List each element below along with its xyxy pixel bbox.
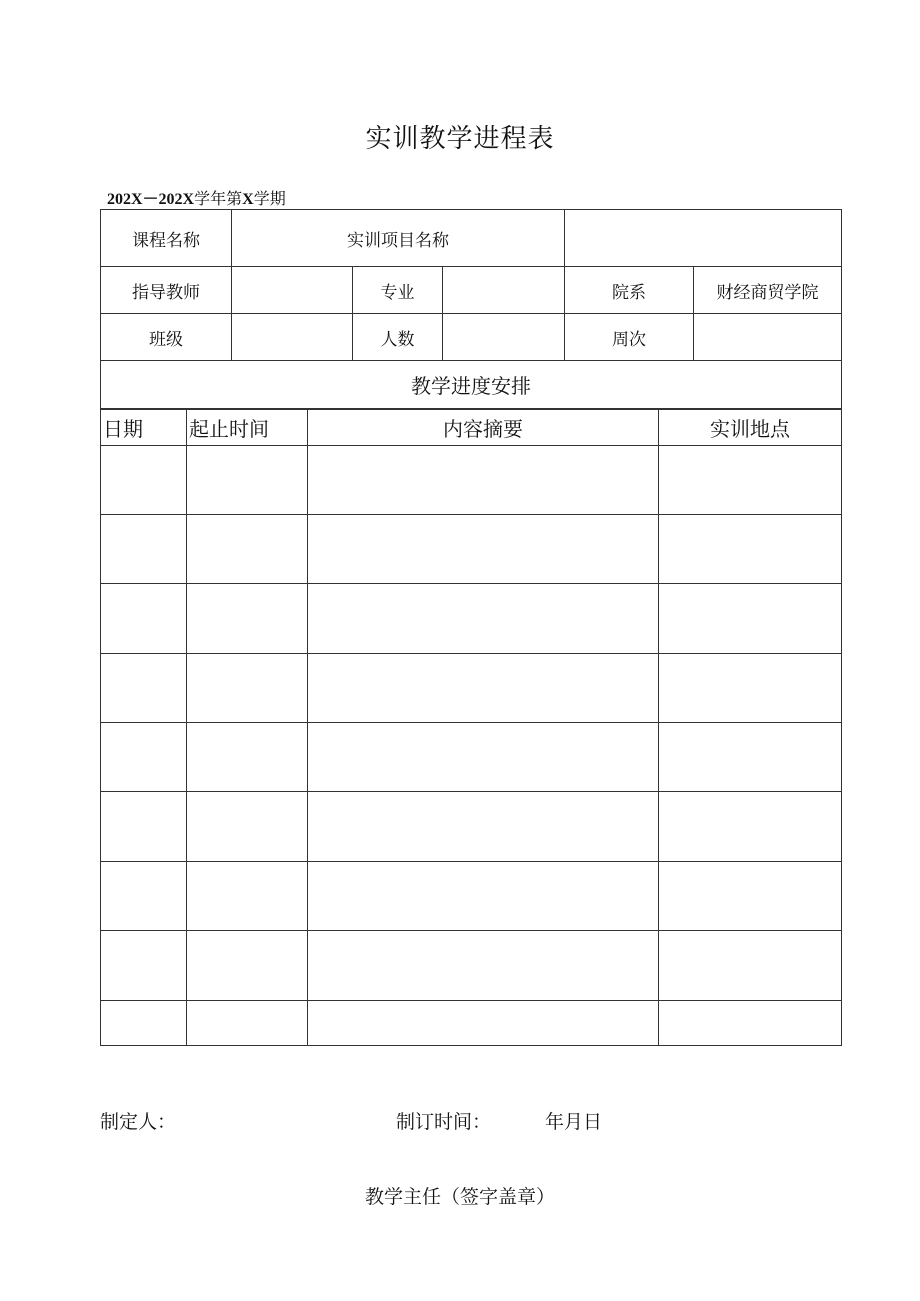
time-cell[interactable] bbox=[187, 584, 308, 654]
date-cell[interactable] bbox=[101, 584, 187, 654]
term-end: 学期 bbox=[253, 189, 286, 208]
term-year: 202X－202X bbox=[107, 191, 195, 208]
date-cell[interactable] bbox=[101, 723, 187, 792]
teacher-value[interactable] bbox=[232, 267, 353, 314]
term-line bbox=[107, 186, 286, 209]
location-cell[interactable] bbox=[659, 723, 842, 792]
time-cell[interactable] bbox=[187, 862, 308, 931]
date-cell[interactable] bbox=[101, 446, 187, 515]
location-cell[interactable] bbox=[659, 862, 842, 931]
column-header-summary: 内容摘要 bbox=[308, 410, 659, 446]
location-cell[interactable] bbox=[659, 1001, 842, 1046]
location-cell[interactable] bbox=[659, 931, 842, 1001]
table-row bbox=[101, 515, 842, 584]
summary-cell[interactable] bbox=[308, 792, 659, 862]
time-cell[interactable] bbox=[187, 446, 308, 515]
date-cell[interactable] bbox=[101, 1001, 187, 1046]
time-cell[interactable] bbox=[187, 1001, 308, 1046]
table-row bbox=[101, 1001, 842, 1046]
time-cell[interactable] bbox=[187, 723, 308, 792]
time-cell[interactable] bbox=[187, 931, 308, 1001]
supervisor-signature-label: 教学主任（签字盖章） bbox=[364, 1186, 555, 1208]
schedule-header-row bbox=[101, 410, 842, 446]
time-cell[interactable] bbox=[187, 792, 308, 862]
info-row-teacher bbox=[101, 267, 842, 314]
week-value[interactable] bbox=[694, 314, 842, 361]
major-value[interactable] bbox=[443, 267, 565, 314]
time-cell[interactable] bbox=[187, 515, 308, 584]
week-label: 周次 bbox=[565, 314, 694, 361]
location-cell[interactable] bbox=[659, 446, 842, 515]
table-row bbox=[101, 723, 842, 792]
schedule-heading: 教学进度安排 bbox=[101, 361, 842, 409]
document-title: 实训教学进程表 bbox=[365, 124, 555, 154]
summary-cell[interactable] bbox=[308, 654, 659, 723]
summary-cell[interactable] bbox=[308, 931, 659, 1001]
location-cell[interactable] bbox=[659, 654, 842, 723]
date-label: 制订时间： bbox=[396, 1111, 492, 1133]
column-header-location: 实训地点 bbox=[659, 410, 842, 446]
major-label: 专业 bbox=[353, 267, 443, 314]
dept-value[interactable]: 财经商贸学院 bbox=[694, 267, 842, 314]
column-header-time: 起止时间 bbox=[187, 410, 308, 446]
table-row bbox=[101, 446, 842, 515]
table-row bbox=[101, 792, 842, 862]
info-table bbox=[100, 209, 842, 409]
summary-cell[interactable] bbox=[308, 446, 659, 515]
count-value[interactable] bbox=[443, 314, 565, 361]
summary-cell[interactable] bbox=[308, 515, 659, 584]
table-row bbox=[101, 931, 842, 1001]
project-label: 实训项目名称 bbox=[232, 210, 565, 267]
table-row bbox=[101, 584, 842, 654]
class-value[interactable] bbox=[232, 314, 353, 361]
schedule-table bbox=[100, 409, 842, 1046]
location-cell[interactable] bbox=[659, 792, 842, 862]
summary-cell[interactable] bbox=[308, 1001, 659, 1046]
table-row bbox=[101, 862, 842, 931]
dept-label: 院系 bbox=[565, 267, 694, 314]
date-cell[interactable] bbox=[101, 515, 187, 584]
teacher-label: 指导教师 bbox=[101, 267, 232, 314]
count-label: 人数 bbox=[353, 314, 443, 361]
summary-cell[interactable] bbox=[308, 584, 659, 654]
info-row-course bbox=[101, 210, 842, 267]
column-header-date: 日期 bbox=[101, 410, 187, 446]
table-row bbox=[101, 654, 842, 723]
maker-label: 制定人： bbox=[100, 1111, 177, 1133]
date-cell[interactable] bbox=[101, 792, 187, 862]
term-number: X bbox=[242, 191, 254, 208]
summary-cell[interactable] bbox=[308, 723, 659, 792]
course-label: 课程名称 bbox=[101, 210, 232, 267]
location-cell[interactable] bbox=[659, 515, 842, 584]
schedule-heading-row bbox=[101, 361, 842, 409]
info-row-class bbox=[101, 314, 842, 361]
location-cell[interactable] bbox=[659, 584, 842, 654]
date-cell[interactable] bbox=[101, 931, 187, 1001]
term-mid: 学年第 bbox=[194, 189, 243, 208]
date-value: 年月日 bbox=[545, 1111, 603, 1133]
summary-cell[interactable] bbox=[308, 862, 659, 931]
class-label: 班级 bbox=[101, 314, 232, 361]
date-cell[interactable] bbox=[101, 654, 187, 723]
time-cell[interactable] bbox=[187, 654, 308, 723]
date-cell[interactable] bbox=[101, 862, 187, 931]
project-value[interactable] bbox=[565, 210, 842, 267]
